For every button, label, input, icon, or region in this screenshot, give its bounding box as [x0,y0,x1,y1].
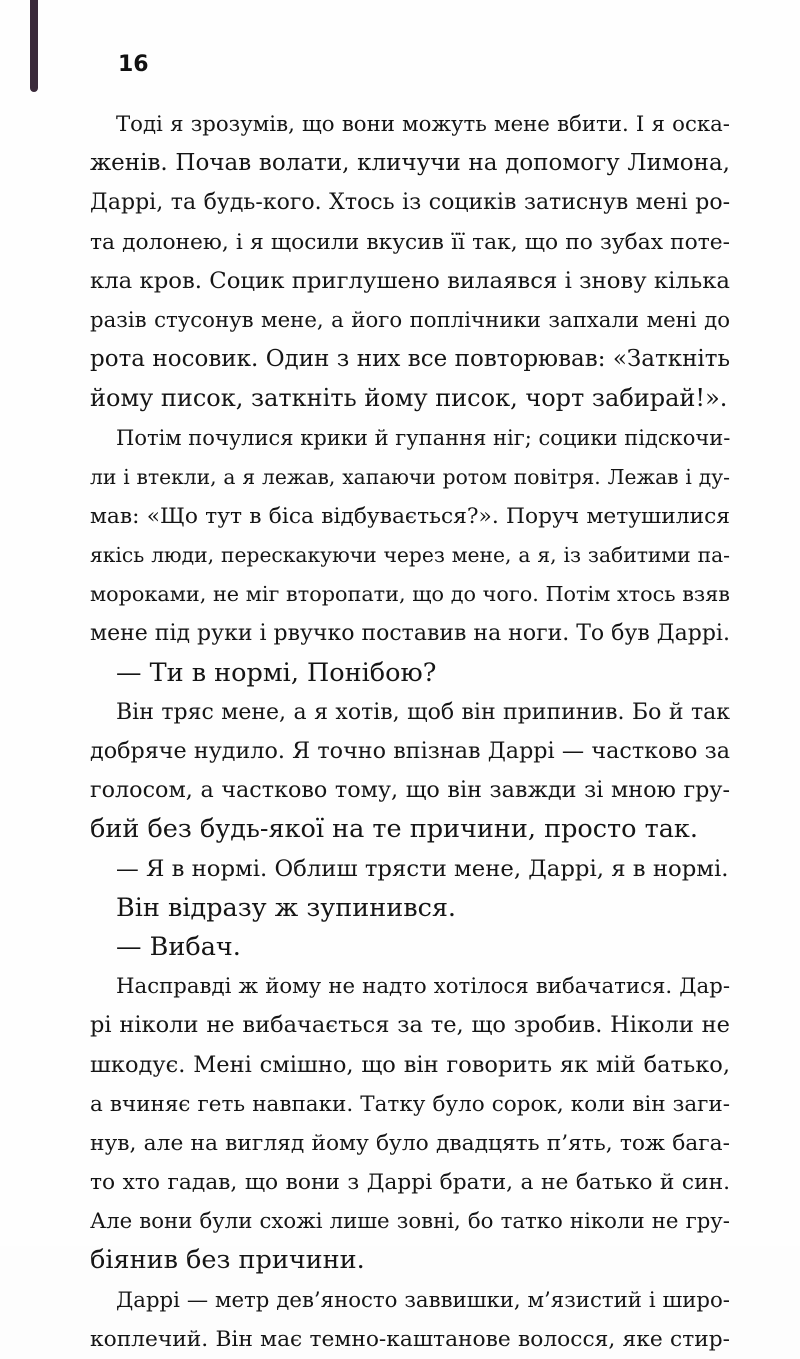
text-line: йому писок, заткніть йому писок, чорт забирай!». [90,384,728,413]
text-line: ли і втекли, а я лежав, хапаючи ротом повітря. Лежав і ду- [90,464,730,489]
text-line: мав: «Що тут в біса відбувається?». Поруч метушилися [90,503,730,529]
text-line: разів стусонув мене, а його поплічники запхали мені до [90,307,730,333]
text-line: Але вони були схожі лише зовні, бо татко ніколи не гру- [90,1209,730,1235]
text-line: бий без будь-якої на те причини, просто так. [90,814,698,845]
text-line: Він тряс мене, а я хотів, щоб він припинив. Бо й так [116,699,730,725]
text-line: шкодує. Мені смішно, що він говорить як мій батько, [90,1051,730,1078]
text-line: голосом, а частково тому, що він завжди зі мною гру- [90,777,730,804]
body-text [90,105,730,1359]
text-line: Даррі — метр дев’яносто заввишки, м’язистий і широ- [116,1287,730,1313]
text-line: — Я в нормі. Облиш трясти мене, Даррі, я в нормі. [116,855,729,882]
text-line: а вчиняє геть навпаки. Татку було сорок, коли він заги- [90,1091,730,1117]
text-line: Він відразу ж зупинився. [116,892,457,923]
text-line: — Ти в нормі, Понібою? [116,657,437,688]
text-line: нув, але на вигляд йому було двадцять п’ять, тож бага- [90,1130,730,1156]
text-line: та долонею, і я щосили вкусив її так, що по зубах поте- [90,229,730,255]
text-line: — Вибач. [116,931,241,962]
page-edge-mark [30,0,38,92]
text-line: Потім почулися крики й гупання ніг; социки підскочи- [116,425,731,450]
text-line: якісь люди, перескакуючи через мене, а я, із забитими па- [90,543,730,568]
text-line: рі ніколи не вибачається за те, що зробив. Ніколи не [90,1012,730,1039]
text-line: Тоді я зрозумів, що вони можуть мене вбити. І я оска- [116,112,730,137]
text-line: коплечий. Він має темно-каштанове волосся, яке стир- [90,1326,730,1352]
text-line: рота носовик. Один з них все повторював: «Заткніть [90,346,730,373]
text-line: мене під руки і рвучко поставив на ноги. То був Даррі. [90,621,730,647]
text-line: то хто гадав, що вони з Даррі брати, а не батько й син. [90,1170,730,1196]
text-line: кла кров. Социк приглушено вилаявся і знову кілька [90,267,730,294]
text-line: Насправді ж йому не надто хотілося вибачатися. Дар- [116,974,730,1000]
text-line: Даррі, та будь-кого. Хтось із социків затиснув мені ро- [90,190,730,216]
text-line: біянив без причини. [90,1245,365,1276]
text-line: добряче нудило. Я точно впізнав Даррі — частково за [90,738,730,764]
text-line: женів. Почав волати, кличучи на допомогу Лимона, [90,150,730,177]
page-number: 16 [118,52,149,77]
text-line: мороками, не міг второпати, що до чого. Потім хтось взяв [90,582,730,607]
